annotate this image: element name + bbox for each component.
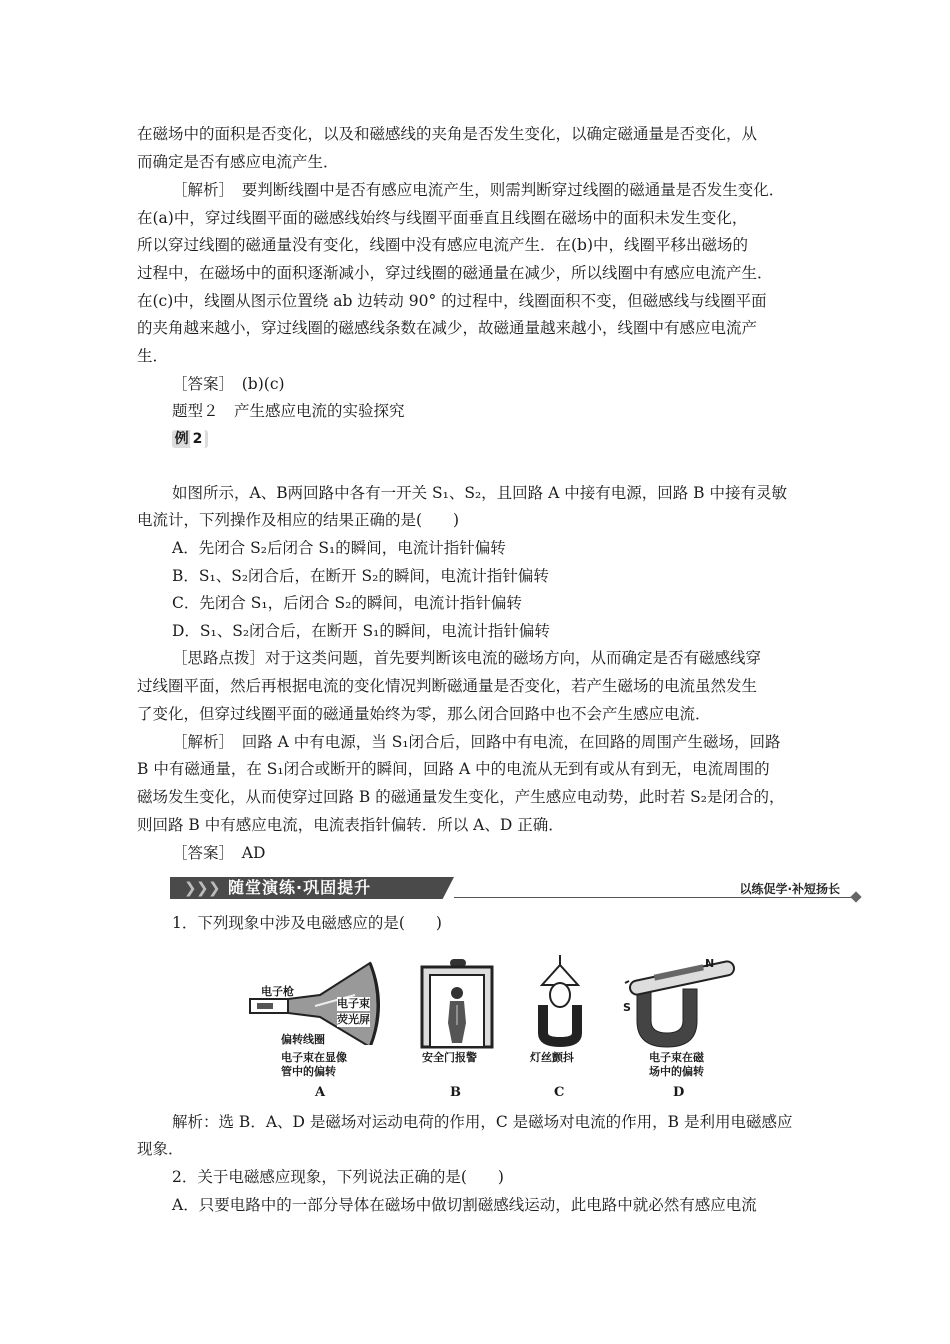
figure-letter-c: C	[554, 1085, 565, 1100]
chevron-icon: ❯	[196, 879, 209, 897]
security-door-drawing	[412, 955, 502, 1050]
diamond-icon	[850, 891, 861, 902]
solution-line: 解析：选 B．A、D 是磁场对运动电荷的作用，C 是磁场对电流的作用，B 是利用电磁感应	[172, 1113, 793, 1131]
text-line: 而确定是否有感应电流产生．	[137, 153, 339, 171]
example-number: 2	[190, 430, 206, 448]
analysis-line: ［解析］ 要判断线圈中是否有感应电流产生，则需判断穿过线圈的磁通量是否发生变化．	[172, 181, 785, 199]
text-line: 电流计，下列操作及相应的结果正确的是( )	[137, 511, 460, 529]
example-label: 例	[174, 431, 189, 447]
figure-magnet	[615, 955, 745, 1105]
option-c: C．先闭合 S₁，后闭合 S₂的瞬间，电流计指针偏转	[172, 594, 522, 612]
text-line: 在磁场中的面积是否变化，以及和磁感线的夹角是否发生变化，以确定磁通量是否变化，从	[137, 125, 758, 143]
question-line: 2．关于电磁感应现象，下列说法正确的是( )	[172, 1168, 504, 1186]
caption-b: 安全门报警	[422, 1051, 477, 1064]
caption-c: 灯丝颤抖	[530, 1051, 574, 1064]
text-line: 生．	[137, 347, 169, 365]
text-line: 在(c)中，线圈从图示位置绕 ab 边转动 90° 的过程中，线圈面积不变，但磁感线与线圈平面	[137, 292, 767, 310]
label-north: N	[705, 957, 715, 970]
text-line: 过线圈平面，然后再根据电流的变化情况判断磁通量是否变化，若产生磁场的电流虽然发生	[137, 677, 758, 695]
band-tagline: 以练促学·补短扬长	[739, 882, 840, 896]
text-line: 现象．	[137, 1140, 184, 1158]
figure-letter-a: A	[315, 1085, 326, 1100]
text-line: 在(a)中，穿过线圈平面的磁感线始终与线圈平面垂直且线圈在磁场中的面积未发生变化，	[137, 209, 748, 227]
caption-d-line2: 场中的偏转	[649, 1065, 704, 1078]
chevron-icon: ❯	[184, 879, 197, 897]
option-b: B．S₁、S₂闭合后，在断开 S₂的瞬间，电流计指针偏转	[172, 567, 549, 585]
question-line: 1．下列现象中涉及电磁感应的是( )	[172, 914, 442, 932]
text-line: 过程中，在磁场中的面积逐渐减小，穿过线圈的磁通量在减少，所以线圈中有感应电流产生．	[137, 264, 773, 282]
section-heading: 题型２ 产生感应电流的实验探究	[172, 402, 405, 420]
analysis-line: ［解析］ 回路 A 中有电源，当 S₁闭合后，回路中有电流，在回路的周围产生磁场，回路	[172, 733, 781, 751]
figure-letter-d: D	[673, 1085, 685, 1100]
section-band	[170, 877, 860, 901]
figure-crt	[245, 955, 395, 1105]
figure-security-door	[412, 955, 502, 1105]
band-title: 随堂演练·巩固提升	[228, 878, 372, 897]
lamp-drawing	[520, 955, 600, 1050]
label-electron-beam: 电子束	[337, 997, 370, 1010]
figure-lamp	[520, 955, 600, 1105]
answer-line: ［答案］ (b)(c)	[172, 375, 285, 393]
label-electron-gun: 电子枪	[261, 985, 294, 998]
caption-a-line2: 管中的偏转	[281, 1065, 336, 1078]
option-a: A．只要电路中的一部分导体在磁场中做切割磁感线运动，此电路中就必然有感应电流	[172, 1196, 757, 1214]
text-line: 了变化，但穿过线圈平面的磁通量始终为零，那么闭合回路中也不会产生感应电流．	[137, 705, 711, 723]
caption-d-line1: 电子束在磁	[649, 1051, 704, 1064]
text-line: 磁场发生变化，从而使穿过回路 B 的磁通量发生变化，产生感应电动势，此时若 S₂是闭合的，	[137, 788, 785, 806]
text-line: B 中有磁通量，在 S₁闭合或断开的瞬间，回路 A 中的电流从无到有或从有到无，电流周围的	[137, 760, 770, 778]
label-south: S	[623, 1001, 631, 1014]
text-line: 所以穿过线圈的磁通量没有变化，线圈中没有感应电流产生．在(b)中，线圈平移出磁场的	[137, 236, 749, 254]
example-badge	[172, 430, 208, 448]
label-deflection-coil: 偏转线圈	[281, 1033, 325, 1046]
label-screen: 荧光屏	[337, 1013, 370, 1026]
caption-a-line1: 电子束在显像	[281, 1051, 347, 1064]
question-line: 如图所示，A、B两回路中各有一开关 S₁、S₂，且回路 A 中接有电源，回路 B 中接有灵敏	[172, 484, 787, 502]
text-line: 的夹角越来越小，穿过线圈的磁感线条数在减少，故磁通量越来越小，线圈中有感应电流产	[137, 319, 758, 337]
hint-line: ［思路点拨］对于这类问题，首先要判断该电流的磁场方向，从而确定是否有磁感线穿	[172, 649, 762, 667]
figure-letter-b: B	[450, 1085, 461, 1100]
magnet-drawing	[615, 955, 745, 1050]
band-rule	[454, 897, 852, 898]
chevron-icon: ❯	[208, 879, 221, 897]
option-d: D．S₁、S₂闭合后，在断开 S₁的瞬间，电流计指针偏转	[172, 622, 550, 640]
text-line: 则回路 B 中有感应电流，电流表指针偏转．所以 A、D 正确．	[137, 816, 564, 834]
option-a: A．先闭合 S₂后闭合 S₁的瞬间，电流计指针偏转	[172, 539, 506, 557]
crt-drawing	[245, 955, 395, 1045]
answer-line: ［答案］ AD	[172, 844, 266, 862]
